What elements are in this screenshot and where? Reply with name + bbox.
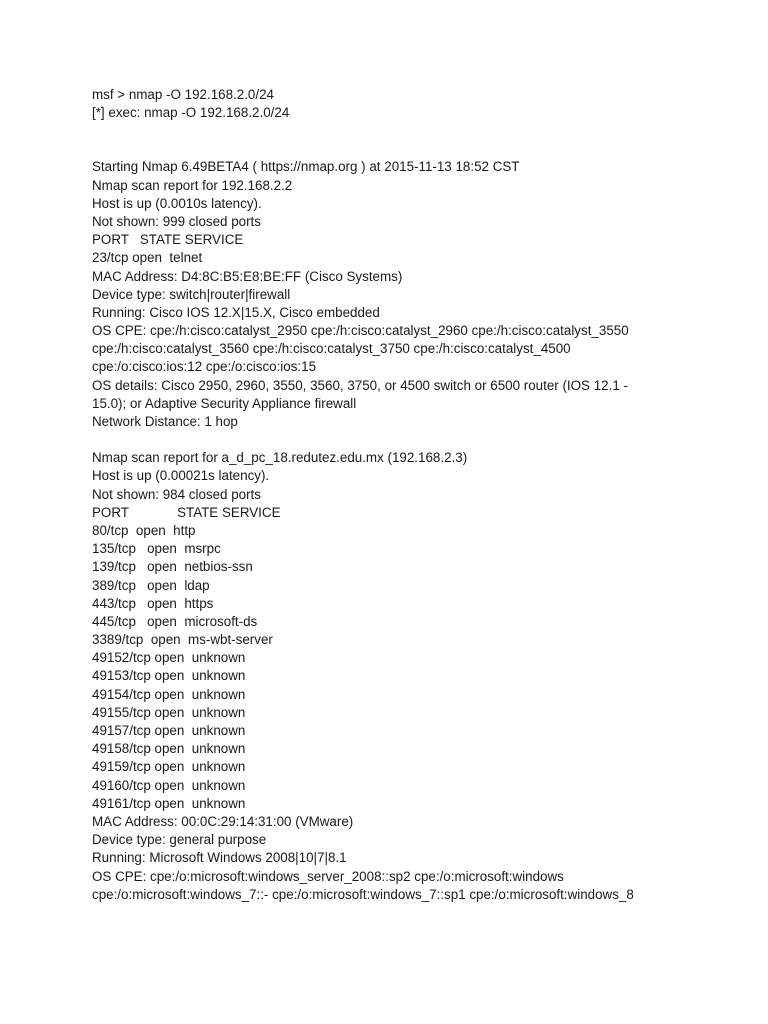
port-row: 3389/tcp open ms-wbt-server [92,632,273,648]
network-distance: Network Distance: 1 hop [92,414,238,429]
port-row: 135/tcp open msrpc [92,541,221,557]
os-cpe-line: cpe:/o:cisco:ios:12 cpe:/o:cisco:ios:15 [92,359,317,375]
os-cpe-line: cpe:/o:microsoft:windows_7::- cpe:/o:microsoft:windows_7::sp1 cpe:/o:microsoft:windows_8 [92,886,634,902]
os-cpe-line: OS CPE: cpe:/o:microsoft:windows_server_2008::sp2 cpe:/o:microsoft:windows [92,868,564,884]
not-shown-ports: Not shown: 984 closed ports [92,486,261,502]
port-row: 49161/tcp open unknown [92,795,246,811]
mac-address: MAC Address: 00:0C:29:14:31:00 (VMware) [92,813,354,829]
host-report-title: Nmap scan report for 192.168.2.2 [92,177,293,193]
port-row: 389/tcp open ldap [92,577,210,593]
os-cpe-line: cpe:/h:cisco:catalyst_3560 cpe:/h:cisco:catalyst_3750 cpe:/h:cisco:catalyst_4500 [92,341,571,357]
spacer [92,431,712,449]
command-exec-line: [*] exec: nmap -O 192.168.2.0/24 [92,105,290,121]
port-row: 49157/tcp open unknown [92,723,246,738]
os-details-line: 15.0); or Adaptive Security Appliance firewall [92,395,357,411]
port-row: 49153/tcp open unknown [92,668,246,684]
os-cpe-line: OS CPE: cpe:/h:cisco:catalyst_2950 cpe:/h:cisco:catalyst_2960 cpe:/h:cisco:catalyst_3550 [92,323,629,339]
spacer [92,122,712,158]
running-os: Running: Cisco IOS 12.X|15.X, Cisco embedded [92,304,380,320]
port-row: 139/tcp open netbios-ssn [92,559,253,575]
host-status: Host is up (0.0010s latency). [92,195,262,211]
port-row: 49158/tcp open unknown [92,741,246,757]
port-row: 49159/tcp open unknown [92,759,246,775]
port-row: 49154/tcp open unknown [92,686,246,702]
host-report-title: Nmap scan report for a_d_pc_18.redutez.edu.mx (192.168.2.3) [92,450,468,466]
port-table-header: PORT STATE SERVICE [92,504,281,520]
port-row: 49160/tcp open unknown [92,777,246,793]
running-os: Running: Microsoft Windows 2008|10|7|8.1 [92,850,347,866]
mac-address: MAC Address: D4:8C:B5:E8:BE:FF (Cisco Systems) [92,268,403,284]
port-row: 445/tcp open microsoft-ds [92,613,258,629]
device-type: Device type: general purpose [92,832,267,848]
command-prompt-line: msf > nmap -O 192.168.2.0/24 [92,87,274,102]
not-shown-ports: Not shown: 999 closed ports [92,213,261,229]
port-row: 23/tcp open telnet [92,250,203,266]
port-row: 49155/tcp open unknown [92,704,246,720]
port-row: 443/tcp open https [92,595,214,611]
port-table-header: PORT STATE SERVICE [92,232,244,248]
host-status: Host is up (0.00021s latency). [92,468,270,484]
os-details-line: OS details: Cisco 2950, 2960, 3550, 3560, 3750, or 4500 switch or 6500 router (IOS 12.1 - [92,377,628,393]
document-page [92,86,712,904]
device-type: Device type: switch|router|firewall [92,286,291,302]
port-row: 80/tcp open http [92,522,196,538]
port-row: 49152/tcp open unknown [92,650,246,666]
host-report-1 [92,177,712,432]
host-report-2 [92,449,712,904]
scan-start-line: Starting Nmap 6.49BETA4 ( https://nmap.org ) at 2015-11-13 18:52 CST [92,159,520,175]
